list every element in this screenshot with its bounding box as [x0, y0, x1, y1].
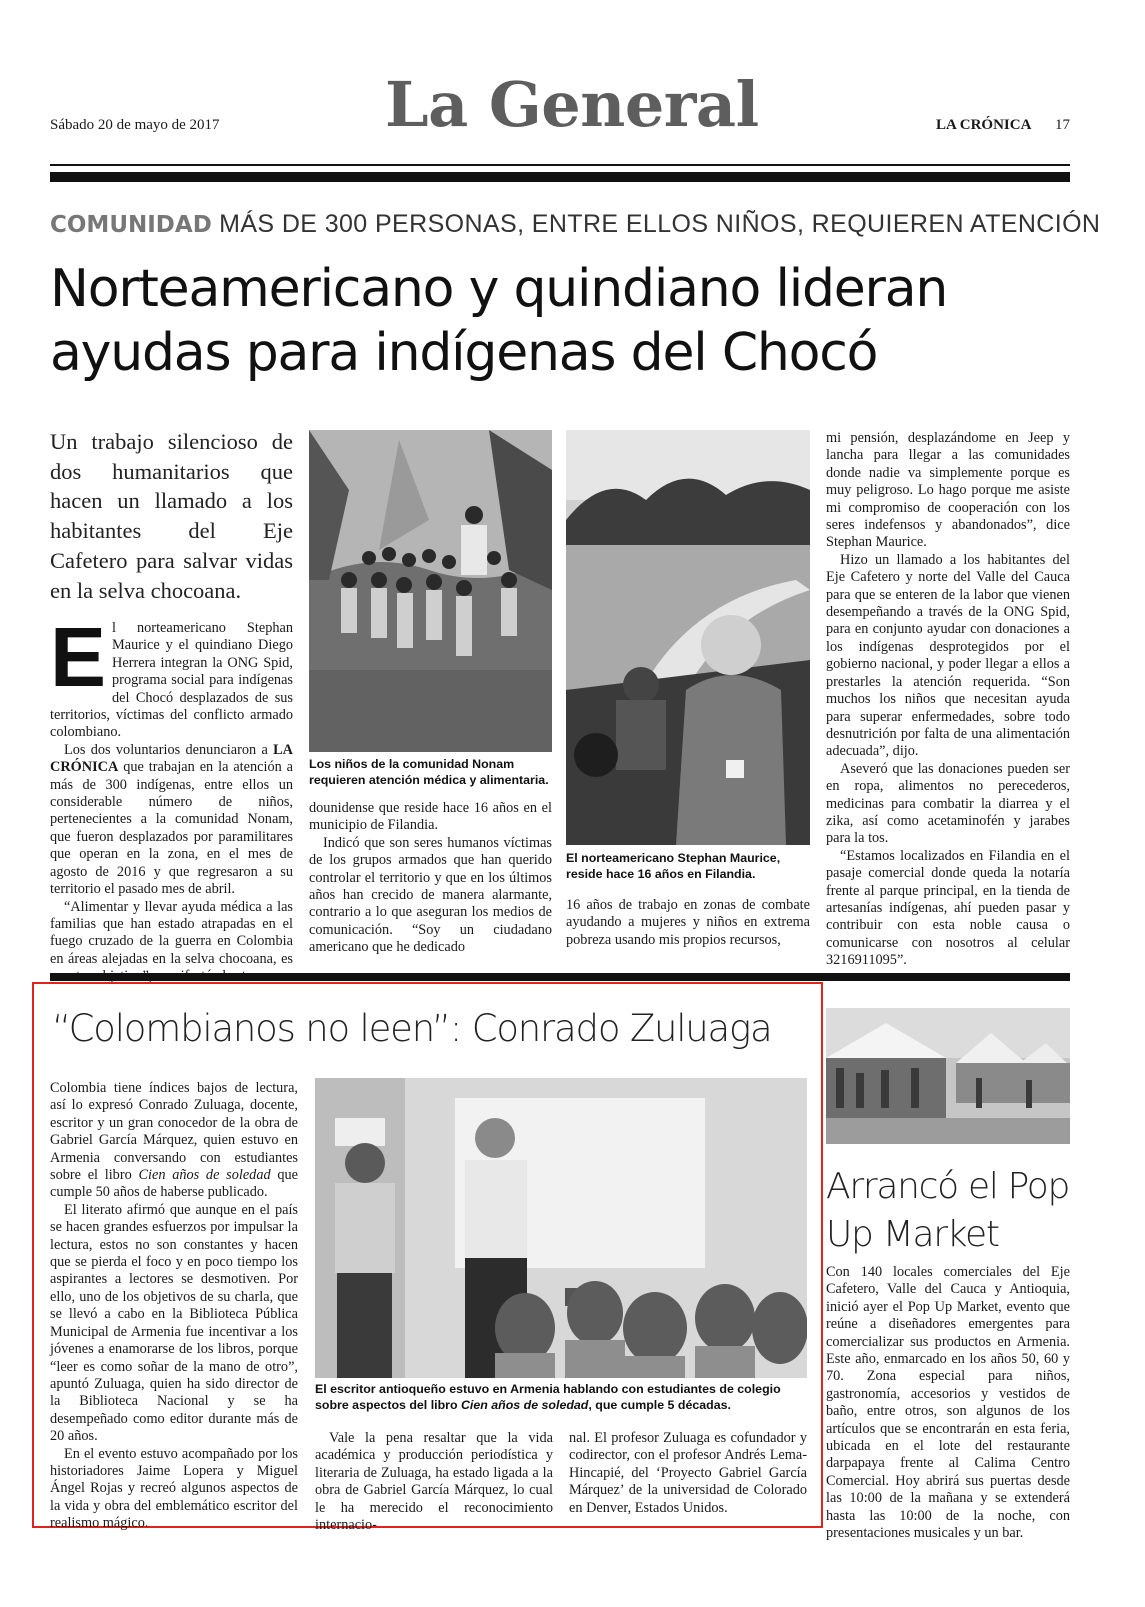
photo-conrado-zuluaga-talk — [315, 1078, 807, 1378]
book-title: Cien años de soledad — [460, 1398, 589, 1412]
headline-line-1: Norteamericano y quindiano lideran — [50, 259, 948, 319]
subhead: MÁS DE 300 PERSONAS, ENTRE ELLOS NIÑOS, REQUIEREN ATENCIÓN — [219, 210, 1101, 238]
issue-date: Sábado 20 de mayo de 2017 — [50, 117, 220, 133]
photo-indigenous-children — [309, 430, 552, 752]
paragraph: El literato afirmó que aunque en el país se hacen grandes esfuerzos por impulsar la lectura, estos no son constantes y hacen que se pierda el foco y en poco tiempo los aspirantes a lectores se desmotiven. Por ello, uno de los objetivos de su charla, que se llevó a cabo en la Biblioteca Pública Municipal de Armenia fue incentivar a los jóvenes a enamorarse de los libros, porque “leer es como soñar de la mano de otro”, apuntó Zuluaga, quien ha sido director de la Biblioteca Nacional y se ha desempeñado como editor durante más de 20 años. — [50, 1201, 298, 1445]
article2-column-3 — [569, 1430, 807, 1517]
kicker: COMUNIDAD — [50, 212, 212, 238]
talk-photo-illustration — [315, 1078, 807, 1378]
zuluaga-photo-caption: El escritor antioqueño estuvo en Armenia hablando con estudiantes de colegio sobre aspectos del libro Cien años de soledad, que cumple 5 décadas. — [315, 1382, 781, 1412]
photo-pop-up-market — [826, 1008, 1070, 1144]
photo2-caption: El norteamericano Stephan Maurice, reside hace 16 años en Filandia. — [566, 851, 781, 881]
photo1-caption: Los niños de la comunidad Nonam requieren atención médica y alimentaria. — [309, 757, 549, 787]
page-number: 17 — [1055, 117, 1070, 133]
paragraph: Los dos voluntarios denunciaron a LA CRÓNICA que trabajan en la atención a más de 300 indígenas, entre ellos un considerable número de niños, pertenecientes a la comunidad Nonam, que fueron desplazados por paramilitares que operan en la zona, en el mes de agosto de 2016 y que regresaron a su territorio el pasado mes de abril. — [50, 741, 293, 898]
article2-column-2 — [315, 1430, 553, 1534]
article-lead: Un trabajo silencioso de dos humanitarios que hacen un llamado a los habitantes del Eje Cafetero para salvar vidas en la selva chocoana. — [50, 429, 293, 603]
header-thick-rule — [50, 172, 1070, 182]
paragraph: 16 años de trabajo en zonas de combate ayudando a mujeres y niños en extrema pobreza usando mis propios recursos, — [566, 897, 810, 948]
market-photo-illustration — [826, 1008, 1070, 1144]
paragraph: “Alimentar y llevar ayuda médica a las familias que han estado atrapadas en el fuego cruzado de la guerra en Colombia en áreas alejadas en la selva chocoana, es — [50, 898, 293, 967]
section-title: La General — [385, 68, 759, 141]
children-photo-illustration — [309, 430, 552, 752]
article-kicker-line — [50, 210, 1100, 239]
article1-column-4 — [826, 430, 1070, 970]
paragraph: nal. El profesor Zuluaga es cofundador y codirector, con el profesor Andrés Lema-Hincapié, del ‘Proyecto Gabriel García Márquez’ de la universidad de Colorado en Denver, Estados Unidos. — [569, 1430, 807, 1516]
photo-stephan-maurice-boat — [566, 430, 810, 845]
paragraph: Colombia tiene índices bajos de lectura, así lo expresó Conrado Zuluaga, docente, escritor y un gran conocedor de la obra de Gabriel García Márquez, quien estuvo en Armenia conversando con estudiantes sobre el libro Cien años de soledad que cumple 50 años de haberse publicado. — [50, 1080, 298, 1201]
article-headline — [50, 257, 1080, 385]
article3-column — [826, 1264, 1070, 1543]
header-thin-rule — [50, 164, 1070, 166]
popup-market-headline — [826, 1163, 1076, 1259]
boat-photo-illustration — [566, 430, 810, 845]
book-title: Cien años de soledad — [138, 1167, 271, 1184]
article1-column-3 — [566, 897, 810, 949]
paragraph: “Estamos localizados en Filandia en el pasaje comercial donde queda la notaría frente al parque principal, en la tienda de artesanías indígenas, ahí pueden pasar y contribuir con esta noble causa o comunicarse con nosotros al celular 3216911095”. — [826, 847, 1070, 969]
headline-line-2: Up Market — [826, 1214, 999, 1255]
paragraph: Con 140 locales comerciales del Eje Cafetero, Valle del Cauca y Antioquia, inició ayer el Pop Up Market, evento que reúne a diseñadores emergentes para comercializar sus productos en Armenia. Este año, enmarcado en los años 50, 60 y 70. Zona especial para niños, gastronomía, accesorios y vestidos de baño, entre otros, son algunos de los artículos que se encontrarán en esta feria, ubicada en el lote del restaurante darpapaya frente al Calima Centro Comercial. Hoy abrirá sus puertas desde las 10:00 de la mañana y se extenderá hasta las 10:00 de la noche, con presentaciones musicales y un bar. — [826, 1264, 1070, 1542]
paragraph: l norteamericano Stephan Maurice y el quindiano Diego Herrera integran la ONG Spid, programa social para indígenas del Chocó desplazados de sus territorios, víctimas del conflicto armado colombiano. — [50, 620, 293, 741]
zuluaga-headline: “Colombianos no leen”: Conrado Zuluaga — [52, 1007, 772, 1050]
paragraph: En el evento estuvo acompañado por los historiadores Jaime Lopera y Miguel Ángel Rojas y recreó algunos aspectos de la vida y obra del emblemático escritor del realismo mágico. — [50, 1445, 298, 1532]
paragraph: Hizo un llamado a los habitantes del Eje Cafetero y norte del Valle del Cauca para que se enteren de la labor que vienen desempeñando a través de la ONG Spid, para en conjunto ayudar con donaciones a los indígenas desprotegidos por el gobierno nacional, y poder llegar a ellos a prestarles la atención requerida. “Son muchos los niños que necesitan ayuda para superar enfermedades, sobre todo desnutrición por falta de una alimentación adecuada”, dijo. — [826, 551, 1070, 760]
drop-cap: E — [50, 610, 107, 704]
paragraph: Aseveró que las donaciones pueden ser en ropa, alimentos no perecederos, medicinas para combatir la diarrea y el zika, así como acetaminofén y jarabes para la tos. — [826, 760, 1070, 847]
headline-line-2: ayudas para indígenas del Chocó — [50, 323, 878, 383]
headline-line-1: Arrancó el Pop — [826, 1166, 1070, 1207]
newspaper-mention: LA CRÓNICA — [50, 741, 293, 776]
article1-column-2 — [309, 800, 552, 957]
paragraph: mi pensión, desplazándome en Jeep y lancha para llegar a las comunidades donde nadie va simplemente porque es muy peligroso. Lo hago porque me asiste mi compromiso de cooperación con los seres indefensos y abandonados”, dice Stephan Maurice. — [826, 430, 1070, 551]
section-separator-rule — [50, 973, 1070, 981]
paragraph: Indicó que son seres humanos víctimas de los grupos armados que han querido controlar el territorio y que en los últimos años han crecido de manera alarmante, contrario a lo que aseguran los medios de comunicación. “Soy un ciudadano americano que he dedicado — [309, 834, 552, 956]
paragraph: dounidense que reside hace 16 años en el municipio de Filandia. — [309, 800, 552, 834]
newspaper-name: LA CRÓNICA — [936, 117, 1032, 133]
article1-column-1 — [50, 610, 293, 986]
paragraph: Vale la pena resaltar que la vida académica y producción periodística y literaria de Zuluaga, ha estado ligada a la obra de Gabriel García Márquez, lo cual le ha merecido el reconocimiento internacio- — [315, 1430, 553, 1534]
article2-column-1 — [50, 1080, 298, 1533]
